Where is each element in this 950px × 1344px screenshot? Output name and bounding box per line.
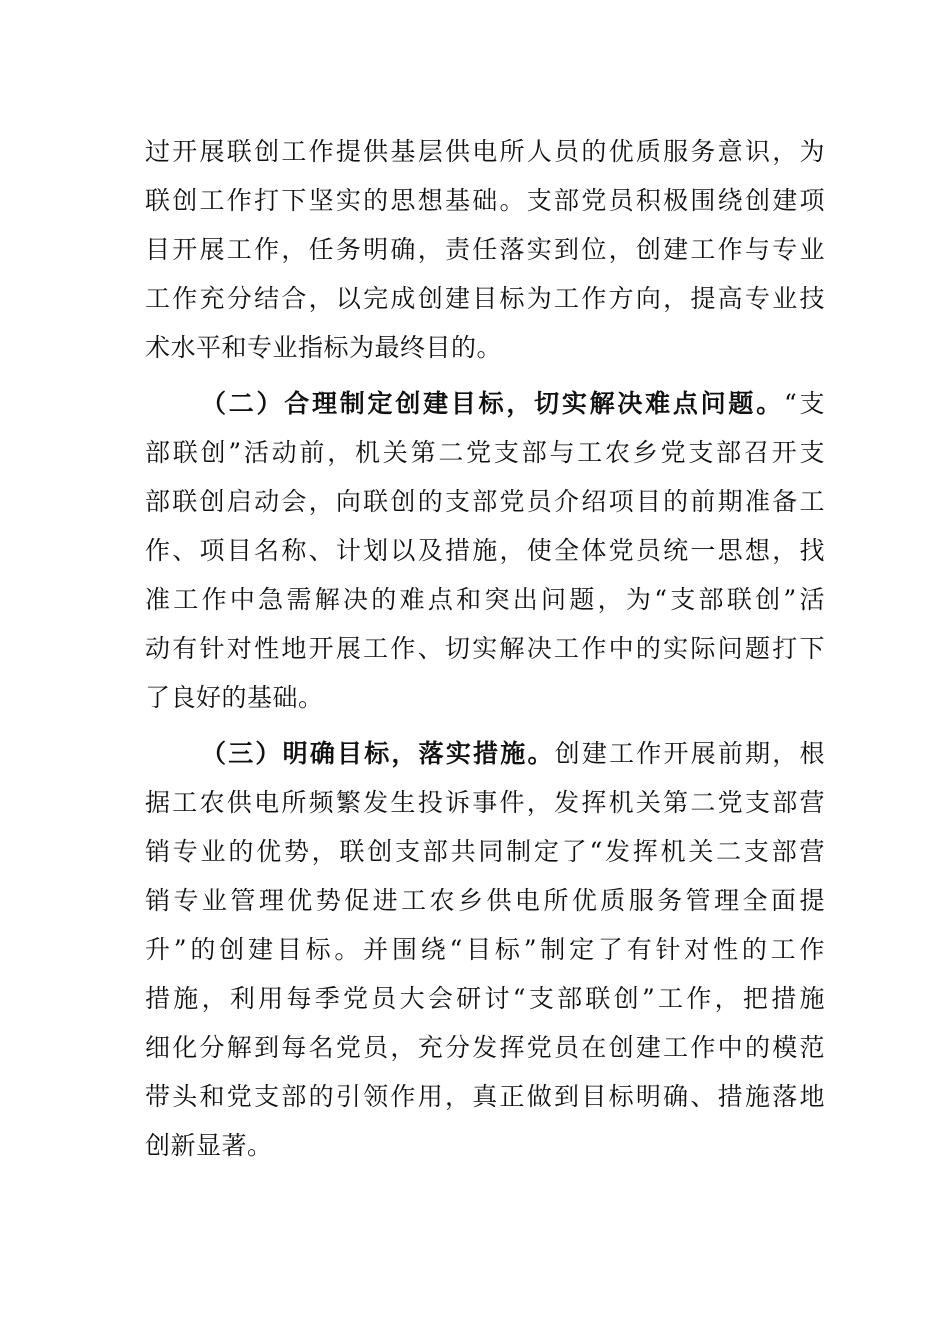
text-line: 部联创启动会，向联创的支部党员介绍项目的前期准备工 [145, 487, 825, 516]
text-line: 措施，利用每季党员大会研讨“支部联创”工作，把措施 [145, 984, 825, 1013]
text-line: 创新显著。 [145, 1131, 273, 1160]
heading-trailing-text: 创建工作开展前期，根 [554, 739, 825, 768]
text-line: 部联创”活动前，机关第二党支部与工农乡党支部召开支 [145, 438, 825, 467]
text-line: 销专业管理优势促进工农乡供电所优质服务管理全面提 [145, 886, 825, 915]
text-line: 动有针对性地开展工作、切实解决工作中的实际问题打下 [145, 634, 825, 663]
text-line: 销专业的优势，联创支部共同制定了“发挥机关二支部营 [145, 837, 825, 866]
text-line: 过开展联创工作提供基层供电所人员的优质服务意识，为 [145, 137, 825, 166]
paragraph-first-line [201, 728, 825, 780]
paragraph-first-line [201, 378, 825, 430]
text-line: 目开展工作，任务明确，责任落实到位，创建工作与专业 [145, 235, 825, 264]
text-line: 了良好的基础。 [145, 683, 324, 712]
heading-trailing-text: “支 [783, 389, 825, 418]
text-line: 工作充分结合，以完成创建目标为工作方向，提高专业技 [145, 284, 825, 313]
text-line: 升”的创建目标。并围绕“目标”制定了有针对性的工作 [145, 935, 825, 964]
section-heading: （三）明确目标，落实措施。 [201, 739, 555, 768]
text-line: 准工作中急需解决的难点和突出问题，为“支部联创”活 [145, 585, 825, 614]
section-heading: （二）合理制定创建目标，切实解决难点问题。 [201, 389, 784, 418]
text-line: 细化分解到每名党员，充分发挥党员在创建工作中的模范 [145, 1033, 825, 1062]
text-line: 据工农供电所频繁发生投诉事件，发挥机关第二党支部营 [145, 788, 825, 817]
text-line: 带头和党支部的引领作用，真正做到目标明确、措施落地 [145, 1082, 825, 1111]
text-line: 术水平和专业指标为最终目的。 [145, 333, 503, 362]
text-line: 联创工作打下坚实的思想基础。支部党员积极围绕创建项 [145, 186, 825, 215]
text-line: 作、项目名称、计划以及措施，使全体党员统一思想，找 [145, 536, 825, 565]
